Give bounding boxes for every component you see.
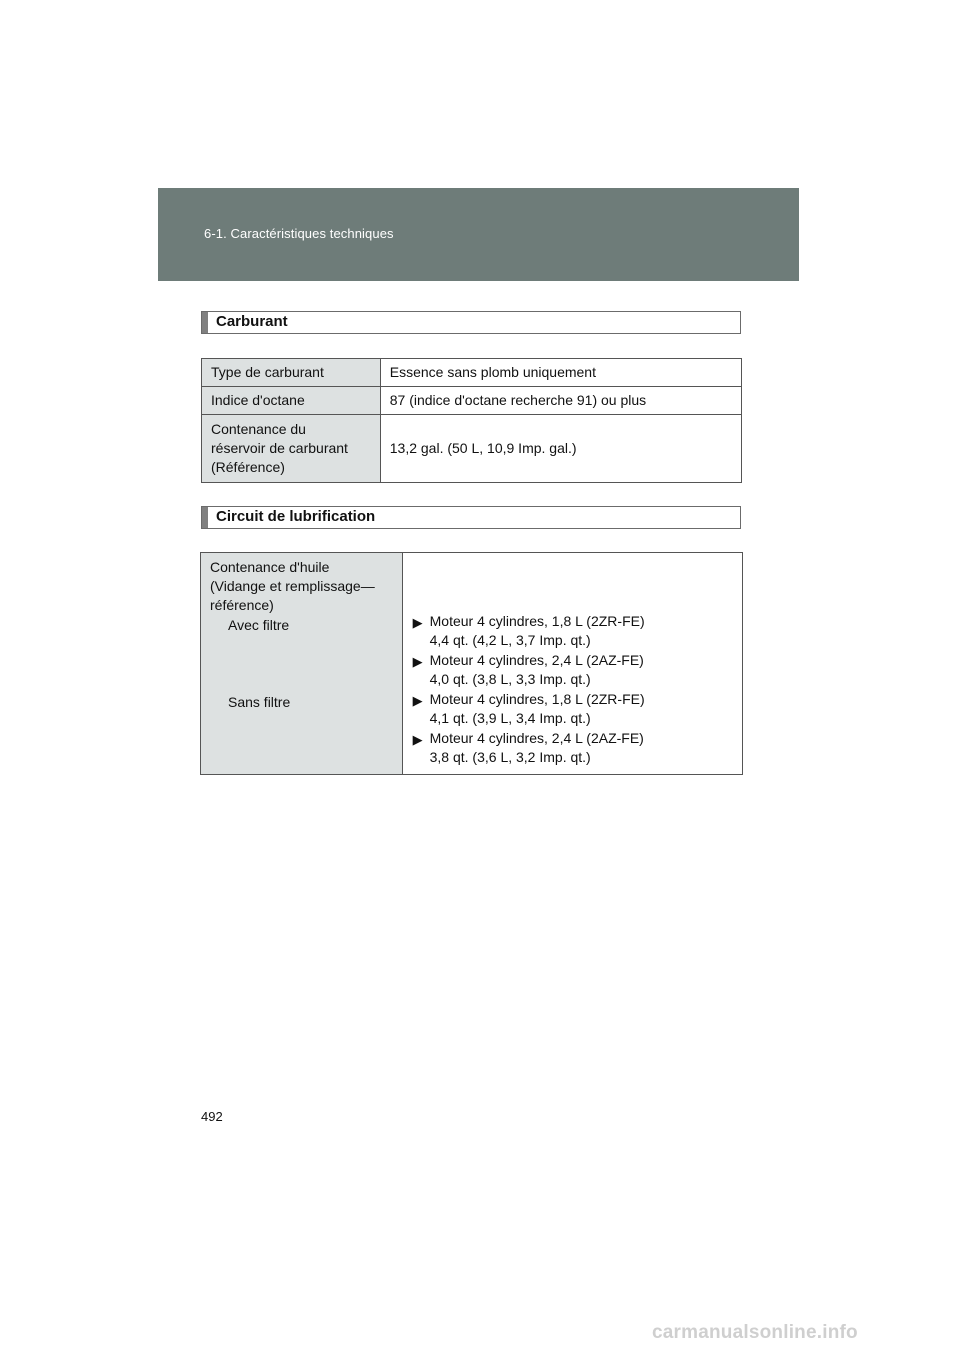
tank-capacity-label-line: (Référence) (211, 459, 285, 475)
lubrication-section-title: Circuit de lubrification (216, 508, 376, 525)
with-filter-label: Avec filtre (228, 617, 290, 633)
engine-label: Moteur 4 cylindres, 2,4 L (2AZ-FE) (429, 730, 644, 746)
octane-value: 87 (indice d'octane recherche 91) ou plus (380, 387, 741, 415)
oil-capacity-label-line: Contenance d'huile (210, 559, 330, 575)
oil-capacity-value: 3,8 qt. (3,6 L, 3,2 Imp. qt.) (429, 749, 591, 765)
oil-capacity-label-line: référence) (210, 597, 274, 613)
tank-capacity-label-line: Contenance du (211, 421, 306, 437)
oil-capacity-value: 4,1 qt. (3,9 L, 3,4 Imp. qt.) (429, 710, 591, 726)
oil-capacity-value: 4,0 qt. (3,8 L, 3,3 Imp. qt.) (429, 671, 591, 687)
table-row (201, 553, 743, 775)
section-accent (202, 312, 208, 333)
section-header-title: 6-1. Caractéristiques techniques (204, 226, 394, 241)
fuel-section-title: Carburant (216, 313, 288, 330)
table-row (202, 359, 742, 387)
oil-capacity-label-cell (201, 553, 403, 775)
engine-label: Moteur 4 cylindres, 1,8 L (2ZR-FE) (429, 691, 645, 707)
without-filter-label: Sans filtre (228, 694, 291, 710)
table-row (202, 415, 742, 483)
tank-capacity-value: 13,2 gal. (50 L, 10,9 Imp. gal.) (380, 415, 741, 483)
section-header (158, 188, 799, 281)
lubrication-spec-table (200, 552, 743, 775)
lubrication-section-title-bar (201, 506, 741, 529)
arrow-bullet-icon: ▶ (412, 654, 423, 669)
oil-capacity-label-line: (Vidange et remplissage— (210, 578, 375, 594)
engine-label: Moteur 4 cylindres, 2,4 L (2AZ-FE) (429, 652, 644, 668)
oil-capacity-values-cell (402, 553, 742, 775)
arrow-bullet-icon: ▶ (412, 615, 423, 630)
fuel-type-value: Essence sans plomb uniquement (380, 359, 741, 387)
tank-capacity-label-line: réservoir de carburant (211, 440, 348, 456)
table-row (202, 387, 742, 415)
fuel-section-title-bar (201, 311, 741, 334)
tank-capacity-label (202, 415, 381, 483)
engine-label: Moteur 4 cylindres, 1,8 L (2ZR-FE) (429, 613, 645, 629)
oil-capacity-value: 4,4 qt. (4,2 L, 3,7 Imp. qt.) (429, 632, 591, 648)
arrow-bullet-icon: ▶ (412, 732, 423, 747)
arrow-bullet-icon: ▶ (412, 693, 423, 708)
watermark: carmanualsonline.info (652, 1322, 858, 1343)
fuel-spec-table (201, 358, 742, 483)
section-accent (202, 507, 208, 528)
octane-label: Indice d'octane (202, 387, 381, 415)
fuel-type-label: Type de carburant (202, 359, 381, 387)
page-number: 492 (201, 1109, 223, 1124)
